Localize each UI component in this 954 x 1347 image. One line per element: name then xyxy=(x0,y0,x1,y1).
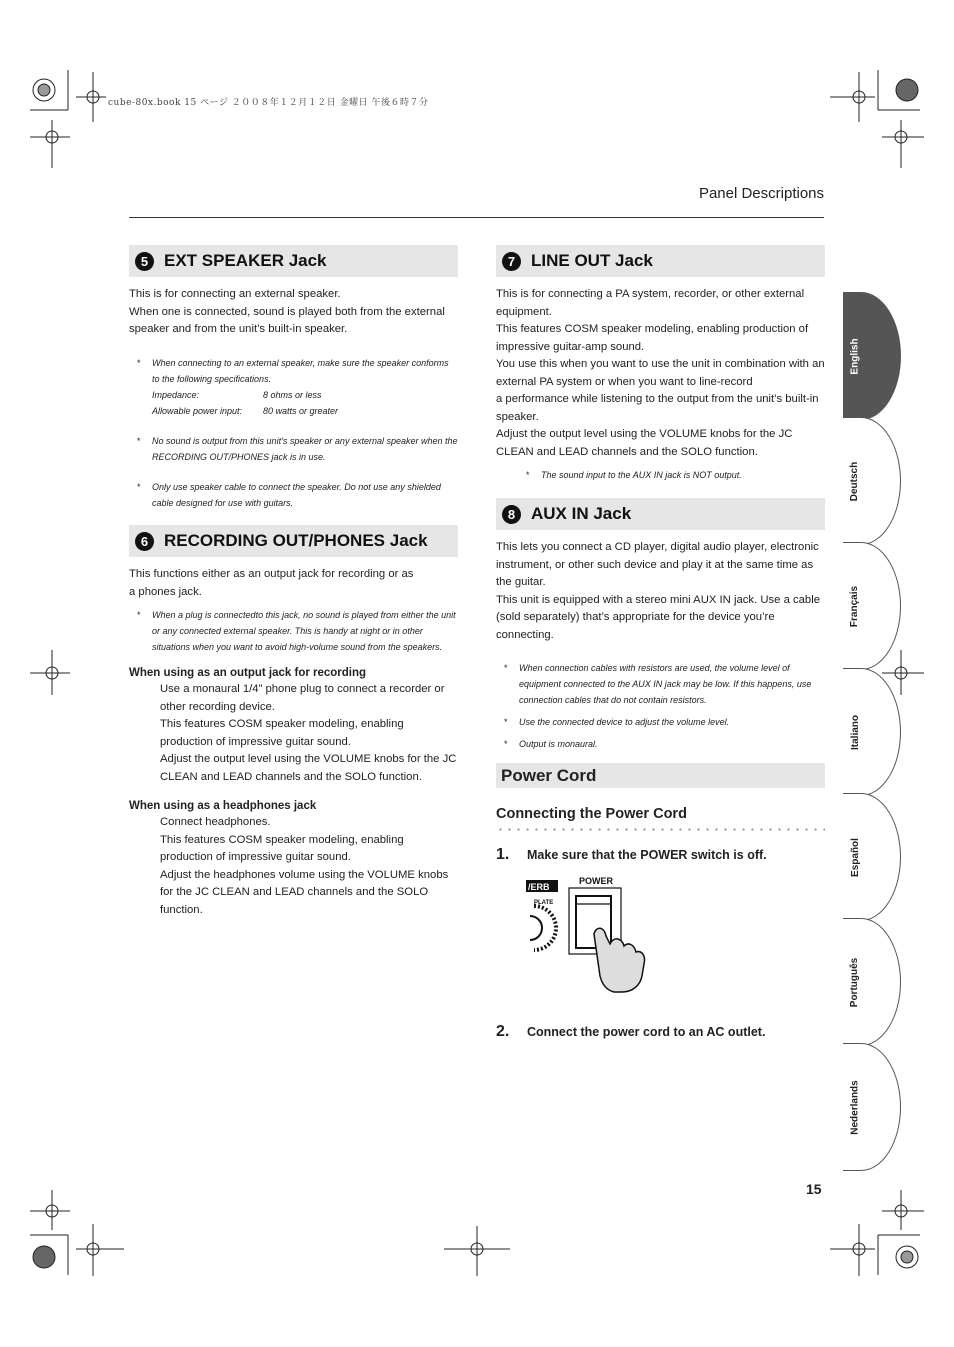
step xyxy=(496,846,825,864)
subheading: Connecting the Power Cord xyxy=(496,806,687,822)
tab-label: Español xyxy=(849,837,861,877)
note-text: No sound is output from this unit’s speaker or any external speaker when the RECORDING OUT/PHONES jack is in use. xyxy=(152,435,458,462)
note-text: The sound input to the AUX IN jack is NOT output. xyxy=(541,470,742,480)
paragraph: Connect headphones. xyxy=(160,816,271,828)
paragraph: You use this when you want to use the unit in combination with an external PA system or when you want to line-record xyxy=(496,358,825,388)
paragraph: This features COSM speaker modeling, enabling production of impressive guitar sound. xyxy=(160,833,404,863)
note-text: When connection cables with resistors are used, the volume level of equipment connected to the AUX IN jack may be low. If this happens, use connection cables that do not contain resistors. xyxy=(519,663,812,705)
step-text: Connect the power cord to an AC outlet. xyxy=(527,1025,766,1039)
section-number: 6 xyxy=(135,532,154,551)
note-text: Output is monaural. xyxy=(519,739,598,749)
section-header xyxy=(496,498,825,530)
tab-label: English xyxy=(849,337,861,375)
paragraph: a phones jack. xyxy=(129,585,202,598)
tab-label: Nederlands xyxy=(849,1079,861,1135)
paragraph: This features COSM speaker modeling, enabling production of impressive guitar sound. xyxy=(160,718,404,748)
paragraph: This functions either as an output jack for recording or as xyxy=(129,568,414,580)
paragraph: Adjust the headphones volume using the VOLUME knobs for the JC CLEAN and LEAD channels and the SOLO function. xyxy=(160,868,449,916)
spec-value: 80 watts or greater xyxy=(263,405,339,416)
ext-speaker-section xyxy=(129,245,458,525)
illus-plate: PLATE xyxy=(534,900,554,906)
step-text: Make sure that the POWER switch is off. xyxy=(527,848,767,862)
paragraph: Adjust the output level using the VOLUME knobs for the JC CLEAN and LEAD channels and the SOLO function. xyxy=(496,428,793,458)
paragraph: Use a monaural 1/4” phone plug to connect a recorder or other recording device. xyxy=(160,683,445,713)
note-text: When connecting to an external speaker, make sure the speaker conforms to the following specifications. xyxy=(152,357,449,384)
paragraph: This unit is equipped with a stereo mini AUX IN jack. Use a cable (sold separately) that’s appropriate for the device you’re connecting. xyxy=(496,593,820,641)
illus-verb: /ERB xyxy=(528,882,550,892)
paragraph: a performance while listening to the output from the unit’s built-in speaker. xyxy=(496,393,819,423)
section-title: Power Cord xyxy=(496,763,825,788)
section-number: 8 xyxy=(502,505,521,524)
step xyxy=(496,1023,825,1041)
tab-label: Italiano xyxy=(849,714,861,750)
spec-label: Impedance: xyxy=(152,389,200,400)
dotted-divider xyxy=(496,828,825,831)
power-switch-illustration xyxy=(524,876,684,1001)
spec-label: Allowable power input: xyxy=(152,405,243,416)
header-rule xyxy=(129,217,824,218)
section-title: RECORDING OUT/PHONES Jack xyxy=(164,531,428,550)
section-number: 7 xyxy=(502,252,521,271)
section-header xyxy=(496,245,825,277)
section-title: EXT SPEAKER Jack xyxy=(164,251,327,270)
illus-power: POWER xyxy=(579,876,614,886)
tab-label: Deutsch xyxy=(849,461,861,501)
paragraph: This is for connecting a PA system, recorder, or other external equipment. xyxy=(496,288,805,318)
paragraph: This features COSM speaker modeling, enabling production of impressive guitar-amp sound. xyxy=(496,323,809,353)
tab-label: Português xyxy=(849,957,861,1007)
note: * The sound input to the AUX IN jack is NOT output. xyxy=(496,467,825,483)
note: * Use the connected device to adjust the volume level. xyxy=(496,714,825,730)
note: * When connecting to an external speaker, make sure the speaker conforms to the following specifications. Impedance: 8 ohms or less Allowable power input: 80 watts or greater xyxy=(129,355,458,419)
note: * When a plug is connectedto this jack, no sound is played from either the unit or any connected external speaker. This is handy at night or in other situations when you want to avoid high-volume sound from the speakers. xyxy=(129,607,458,655)
note: * Output is monaural. xyxy=(496,736,825,752)
aux-in-section xyxy=(496,498,825,766)
section-header xyxy=(129,525,458,557)
step-number: 1. xyxy=(496,846,510,863)
paragraph: This is for connecting an external speaker. xyxy=(129,288,341,300)
note: * No sound is output from this unit’s speaker or any external speaker when the RECORDING OUT/PHONES jack is in use. xyxy=(129,433,458,465)
tab-label: Français xyxy=(849,585,861,627)
note-text: Only use speaker cable to connect the speaker. Do not use any shielded cable designed for use with guitars. xyxy=(152,481,441,508)
header-title: Panel Descriptions xyxy=(698,185,824,202)
recording-section xyxy=(129,525,458,919)
section-title: AUX IN Jack xyxy=(531,504,632,523)
paragraph: Adjust the output level using the VOLUME knobs for the JC CLEAN and LEAD channels and the SOLO function. xyxy=(160,753,457,783)
power-cord-section xyxy=(496,763,825,1041)
page-number: 15 xyxy=(806,1181,822,1197)
note-text: When a plug is connectedto this jack, no sound is played from either the unit or any connected external speaker. This is handy at night or in other situations when you want to avoid high-volume sound from the speakers. xyxy=(152,610,456,652)
line-out-section xyxy=(496,245,825,497)
section-number: 5 xyxy=(135,252,154,271)
paragraph: When one is connected, sound is played both from the external speaker and from the unit’s built-in speaker. xyxy=(129,305,445,335)
note: * Only use speaker cable to connect the speaker. Do not use any shielded cable designed for use with guitars. xyxy=(129,479,458,511)
subheading: When using as an output jack for recording xyxy=(129,667,367,679)
section-title: LINE OUT Jack xyxy=(531,251,653,270)
print-info: cube-80x.book 15 ページ ２００８年１２月１２日 金曜日 午後６時７分 xyxy=(108,98,429,108)
subheading: When using as a headphones jack xyxy=(129,800,317,812)
step-number: 2. xyxy=(496,1023,510,1040)
note: * When connection cables with resistors are used, the volume level of equipment connected to the AUX IN jack may be low. If this happens, use connection cables that do not contain resistors. xyxy=(496,660,825,708)
section-header xyxy=(129,245,458,277)
note-text: Use the connected device to adjust the volume level. xyxy=(519,717,730,727)
spec-value: 8 ohms or less xyxy=(263,389,322,400)
paragraph: This lets you connect a CD player, digital audio player, electronic instrument, or other such device and play it at the same time as the guitar. xyxy=(496,541,819,588)
